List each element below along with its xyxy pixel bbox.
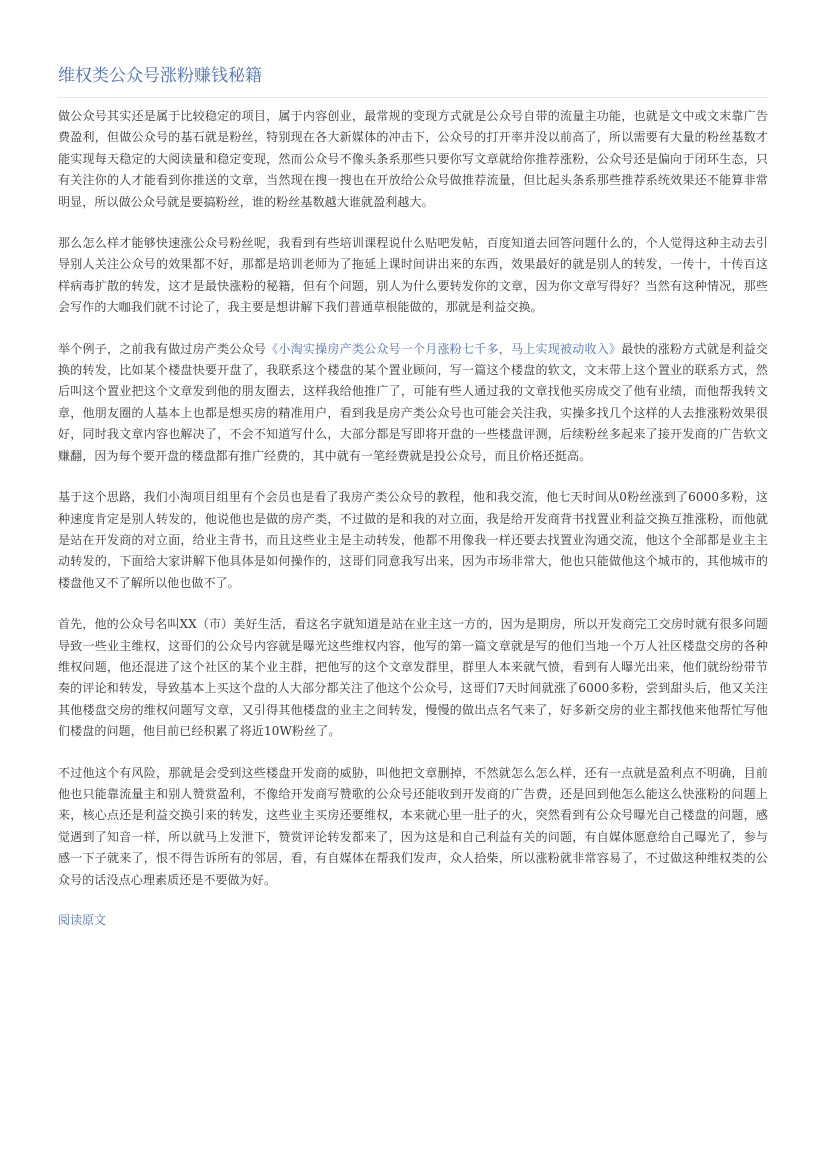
paragraph-3-lead: 举个例子，之前我有做过房产类公众号 — [58, 341, 267, 356]
paragraph-3 — [58, 339, 768, 467]
related-article-link[interactable]: 《小淘实操房产类公众号一个月涨粉七千多，马上实现被动收入》 — [266, 341, 622, 356]
paragraph-6: 不过他这个有风险，那就是会受到这些楼盘开发商的威胁，叫他把文章删掉，不然就怎么怎么样，还有一点就是盈利点不明确，目前他也只能靠流量主和别人赞赏盈利，不像给开发商写赞歌的公众号还能收到开发商的广告费，还是回到他怎么能这么快涨粉的问题上来，核心点还是利益交换引来的转发，这些业主买房还要维权，本来就心里一肚子的火，突然看到有公众号曝光自己楼盘的问题，感觉遇到了知音一样，所以就马上发泄下，赞赏评论转发都来了，因为这是和自己利益有关的问题，有自媒体愿意给自己曝光了，参与感一下子就来了，恨不得告诉所有的邻居，看，有自媒体在帮我们发声，众人拾柴，所以涨粉就非常容易了，不过做这种维权类的公众号的话没点心理素质还是不要做为好。 — [58, 765, 768, 887]
read-original-link[interactable]: 阅读原文 — [58, 913, 107, 927]
article-title: 维权类公众号涨粉赚钱秘籍 — [58, 66, 262, 86]
paragraph-3-body: 最快的涨粉方式就是利益交换的转发，比如某个楼盘快要开盘了，我联系这个楼盘的某个置业顾问，写一篇这个楼盘的软文，文末带上这个置业的联系方式，然后叫这个置业把这个文章发到他的朋友圈去，这样我给他推广了，可能有些人通过我的文章找他买房成交了他有业绩，而他帮我转文章，他朋友圈的人基本上也都是想买房的精准用户，看到我是房产类公众号也可能会关注我，实操多找几个这样的人去推涨粉效果很好，同时我文章内容也解决了，不会不知道写什么，大部分都是写即将开盘的一些楼盘评测，后续粉丝多起来了接开发商的广告软文赚翻，因为每个要开盘的楼盘都有推广经费的，其中就有一笔经费就是投公众号，而且价格还挺高。 — [58, 341, 768, 463]
paragraph-4: 基于这个思路，我们小淘项目组里有个会员也是看了我房产类公众号的教程，他和我交流，他七天时间从0粉丝涨到了6000多粉，这种速度肯定是别人转发的，他说他也是做的房产类，不过做的是和我的对立面，我是给开发商背书找置业利益交换互推涨粉，而他就是站在开发商的对立面，给业主背书，而且这些业主是主动转发，他都不用像我一样还要去找置业沟通交流，他这个全部都是业主主动转发的，下面给大家讲解下他具体是如何操作的，这哥们同意我写出来，因为市场非常大，他也只能做他这个城市的，其他城市的楼盘他又不了解所以他也做不了。 — [58, 490, 768, 590]
title-divider — [58, 97, 768, 98]
paragraph-5: 首先，他的公众号名叫XX（市）美好生活，看这名字就知道是站在业主这一方的，因为是期房，所以开发商完工交房时就有很多问题导致一些业主维权，这哥们的公众号内容就是曝光这些维权内容，他写的第一篇文章就是写的他们当地一个万人社区楼盘交房的各种维权问题，他还混进了这个社区的某个业主群，把他写的这个文章发群里，群里人本来就气愤，看到有人曝光出来，他们就纷纷带节奏的评论和转发，导致基本上买这个盘的人大部分都关注了他这个公众号，这哥们7天时间就涨了6000多粉，尝到甜头后，他又关注其他楼盘交房的维权问题写文章，又引得其他楼盘的业主之间转发，慢慢的做出点名气来了，好多新交房的业主都找他来他帮忙写他们楼盘的问题，他目前已经积累了将近10W粉丝了。 — [58, 617, 768, 739]
paragraph-2: 那么怎么样才能够快速涨公众号粉丝呢，我看到有些培训课程说什么贴吧发帖，百度知道去回答问题什么的，个人觉得这种主动去引导别人关注公众号的效果都不好，那都是培训老师为了拖延上课时间讲出来的东西，效果最好的就是别人的转发，一传十，十传百这样病毒扩散的转发，这才是最快涨粉的秘籍，但有个问题，别人为什么要转发你的文章，因为你文章写得好？当然有这种情况，那些会写作的大咖我们就不讨论了，我主要是想讲解下我们普通草根能做的，那就是利益交换。 — [58, 236, 768, 315]
paragraph-1: 做公众号其实还是属于比较稳定的项目，属于内容创业，最常规的变现方式就是公众号自带的流量主功能，也就是文中或文末靠广告费盈利，但做公众号的基石就是粉丝，特别现在各大新媒体的冲击下，公众号的打开率并没以前高了，所以需要有大量的粉丝基数才能实现每天稳定的大阅读量和稳定变现，然而公众号不像头条系那些只要你写文章就给你推荐涨粉，公众号还是偏向于闭环生态，只有关注你的人才能看到你推送的文章，当然现在搜一搜也在开放给公众号做推荐流量，但比起头条系那些推荐系统效果还不能算非常明显，所以做公众号就是要搞粉丝，谁的粉丝基数越大谁就盈利越大。 — [58, 109, 768, 209]
article — [58, 0, 768, 931]
